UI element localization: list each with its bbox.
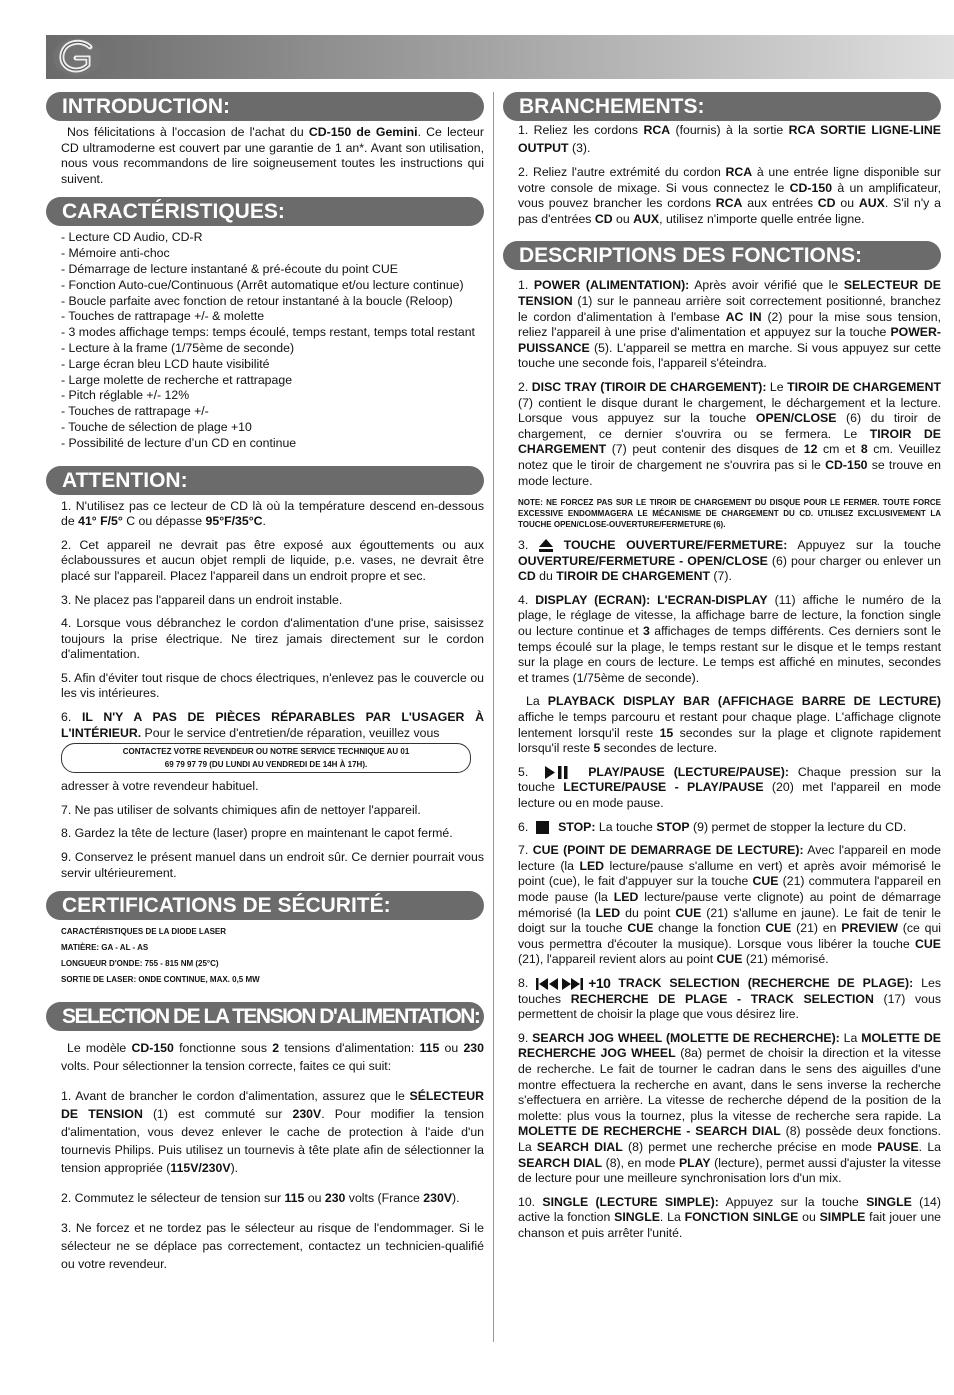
text: Pour le service d'entretien/de réparation, veuillez vous: [141, 725, 440, 740]
text: (9) permet de stopper la lecture du CD.: [689, 819, 907, 834]
list-item: - Lecture CD Audio, CD-R: [61, 230, 203, 245]
text: 1.: [518, 278, 534, 293]
intro-paragraph: [46, 125, 484, 187]
text: 2. Reliez l'autre extrémité du cordon: [518, 165, 726, 179]
term: LECTURE/PAUSE - PLAY/PAUSE: [563, 780, 764, 795]
term: SEARCH DIAL: [518, 1155, 603, 1170]
text: 1. Reliez les cordons: [518, 123, 644, 137]
term: LED: [595, 905, 621, 920]
laser-specs: [46, 924, 484, 988]
text: . La: [659, 1210, 685, 1225]
service-contact-box: [61, 743, 471, 773]
term: OUVERTURE/FERMETURE - OPEN/CLOSE: [518, 553, 768, 568]
value: 3: [642, 624, 650, 639]
text: cm. Veuillez notez que le tiroir de chargement ne s'ouvrira pas si le: [518, 442, 941, 472]
attention-item-6-cont: adresser à votre revendeur habituel.: [61, 779, 259, 794]
heading-connections: BRANCHEMENTS:: [503, 92, 941, 121]
text: Les touches: [518, 975, 941, 1006]
function-1-power: [503, 278, 941, 372]
term: PLAY: [678, 1155, 711, 1170]
text: à un amplificateur, vous pouvez brancher les cordons: [518, 180, 941, 211]
text: (3).: [568, 141, 591, 155]
value: 8: [860, 442, 868, 457]
term: CD: [817, 196, 836, 211]
value: 230: [324, 1191, 346, 1206]
warning-text: IL N'Y A PAS DE PIÈCES RÉPARABLES PAR L'USAGER À L'INTÉRIEUR.: [61, 710, 484, 740]
text: 8.: [518, 975, 537, 990]
text: (5). L'appareil se mettra en marche. Si vous appuyez sur cette touche une seconde fois, l'appareil s'éteindra.: [518, 340, 941, 371]
text: du: [535, 569, 557, 584]
term: POWER-PUISSANCE: [518, 325, 941, 355]
text: 2. Commutez le sélecteur de tension sur: [61, 1191, 285, 1206]
term: RCA: [715, 196, 743, 211]
value: 230: [463, 1041, 484, 1056]
text: . S'il n'y a pas d'entrées: [518, 196, 941, 226]
term: SINGLE (LECTURE SIMPLE):: [542, 1194, 719, 1209]
term: DISC TRAY (TIROIR DE CHARGEMENT):: [531, 379, 767, 394]
text: . Ce lecteur CD ultramoderne est couvert par une garantie de 1 an*. Avant son utilisation, nous vous recommandons de lire soigneusement toutes les instructions qui suivent.: [61, 125, 484, 186]
section-connections: [503, 92, 941, 227]
voltage-step-3: 3. Ne forcez et ne tordez pas le sélecteur au risque de l'endommager. Si le sélecteur ne se déplace pas correctement, contactez un technicien-qualifié ou votre revendeur.: [61, 1221, 484, 1272]
text: du point: [620, 905, 676, 920]
term: RECHERCHE DE PLAGE - TRACK SELECTION: [570, 991, 874, 1006]
term: CUE (POINT DE DEMARRAGE DE LECTURE):: [532, 843, 804, 858]
product-name: CD-150 de Gemini: [308, 125, 418, 139]
text: La: [526, 694, 548, 709]
term: RCA: [725, 165, 753, 179]
heading-certifications: CERTIFICATIONS DE SÉCURITÉ:: [46, 891, 484, 920]
term: PLAY/PAUSE (LECTURE/PAUSE):: [579, 764, 789, 779]
term: TIROIR DE CHARGEMENT: [556, 569, 710, 584]
text: 9.: [518, 1030, 533, 1045]
term: CUE: [765, 921, 792, 936]
term: CUE: [627, 921, 654, 936]
attention-item-1: [46, 499, 484, 530]
text: ).: [452, 1191, 460, 1206]
text: (21) commutera l'appareil en mode pause (la: [518, 874, 941, 904]
value: 230V: [423, 1191, 453, 1206]
text: (1) est commuté sur: [142, 1107, 293, 1122]
text: (8) possède deux fonctions. La: [518, 1124, 941, 1154]
voltage-step-2: [46, 1189, 484, 1207]
text: (17) vous permettent de choisir la plage que vous désirez lire.: [518, 991, 941, 1022]
text: . Pour modifier la tension d'alimentation, vous devez enlever le cache de protection à l'aide d'un tournevis Philips. Puis utilisez un tournevis à tête plate afin de sélectionner la tension appropriée (: [61, 1107, 484, 1176]
text: ou: [304, 1191, 325, 1206]
text: Le modèle: [67, 1041, 132, 1056]
text: (ce qui vous permettra d'écouter la musique). Lorsque vous libérer la touche: [518, 921, 942, 951]
term: TIROIR DE CHARGEMENT: [787, 379, 941, 394]
text: , utilisez n'importe quelle entrée ligne.: [659, 211, 865, 226]
plus-ten-label: +10: [588, 974, 611, 991]
gemini-g-logo-icon: [46, 35, 108, 79]
text: (21) s'allume en jaune). Le fait de tenir le doigt sur la touche: [518, 905, 941, 936]
text: La: [839, 1030, 862, 1045]
term: OPEN/CLOSE: [755, 411, 837, 426]
text: affichages de temps différents. Ces derniers sont le temps écoulé sur la plage, le temps restant sur le disque et le temps restant sur la plage en cours de lecture. Le temps est affiché en minutes, secondes et trames (1/75ème de seconde).: [518, 624, 941, 685]
attention-item-8: 8. Gardez la tête de lecture (laser) propre en maintenant le capot fermé.: [61, 826, 453, 841]
term: STOP: [656, 819, 690, 834]
text: .: [262, 514, 266, 529]
text: (7) contient le disque durant le chargement, le déchargement et la lecture. Lorsque vous appuyez sur la touche: [518, 395, 941, 426]
text: 10.: [518, 1194, 543, 1209]
list-item: - Pitch réglable +/- 12%: [61, 388, 190, 403]
value: 230V: [292, 1107, 322, 1122]
text: à une entrée ligne disponible sur votre console de mixage. Si vous connectez le: [518, 165, 941, 195]
attention-item-4: 4. Lorsque vous débranchez le cordon d'alimentation d'une prise, saisissez toujours la prise électrique. Ne tirez jamais directement sur le cordon d'alimentation.: [61, 616, 484, 662]
text: ou: [798, 1210, 820, 1225]
text: (21) en: [791, 921, 842, 936]
text: 4.: [518, 592, 536, 607]
text: secondes de lecture.: [600, 741, 718, 756]
text: affiche le temps parcouru et restant pour chaque plage. L'affichage clignote lentement lorsqu'il reste: [518, 710, 941, 740]
term: CD: [518, 569, 536, 584]
attention-item-6: [46, 710, 484, 741]
section-functions: [503, 241, 941, 1241]
list-item: - Boucle parfaite avec fonction de retour instantané à la boucle (Reloop): [61, 293, 453, 308]
value: 15: [659, 725, 674, 740]
value: 5: [593, 741, 601, 756]
term: POWER (ALIMENTATION):: [533, 278, 690, 293]
term: SIMPLE: [819, 1210, 866, 1225]
value: 2: [272, 1041, 280, 1056]
text: 6.: [61, 710, 82, 725]
stop-icon: [536, 821, 549, 834]
temp-low: 41° F/5°: [78, 514, 123, 529]
list-item: - Lecture à la frame (1/75ème de seconde): [61, 340, 295, 355]
list-item: - Touche de sélection de plage +10: [61, 419, 252, 434]
value: 115V/230V: [170, 1161, 231, 1176]
text: 1. N'utilisez pas ce lecteur de CD là où la température descend en-dessous de: [61, 498, 484, 529]
term: LED: [579, 858, 605, 873]
term: AUX: [633, 211, 660, 226]
term: CUE: [675, 905, 702, 920]
term: SELECTEUR DE TENSION: [518, 278, 941, 308]
list-item: - Touches de rattrapage +/- & molette: [61, 309, 265, 324]
function-9-jog-wheel: [503, 1031, 941, 1187]
term: CUE: [915, 936, 941, 951]
term: TOUCHE OUVERTURE/FERMETURE:: [552, 538, 788, 553]
heading-voltage: SELECTION DE LA TENSION D'ALIMENTATION:: [46, 1002, 484, 1031]
text: (1) sur le panneau arrière soit correctement positionné, branchez le cordon d'alimentation à l'embase: [518, 293, 941, 324]
attention-item-2: 2. Cet appareil ne devrait pas être exposé aux égouttements ou aux éclaboussures et aucun objet rempli de liquide, p.e. vases, ne devrait être placé sur l'appareil. Placez l'appareil dans un endroit propre et sec.: [61, 537, 484, 583]
section-attention: [46, 466, 484, 882]
cert-line: LONGUEUR D'ONDE: 755 - 815 NM (25°C): [61, 959, 219, 969]
text: (2) pour la mise sous tension, reliez l'appareil à une prise d'alimentation et appuyez sur la touche: [518, 309, 941, 340]
attention-item-3: 3. Ne placez pas l'appareil dans un endroit instable.: [61, 592, 343, 607]
cert-line: CARACTÉRISTIQUES DE LA DIODE LASER: [61, 927, 227, 937]
text: Appuyez sur la touche: [718, 1194, 867, 1209]
list-item: - Large molette de recherche et rattrapage: [61, 372, 293, 387]
function-8-track-selection: [503, 976, 941, 1023]
text: Le: [766, 379, 788, 394]
text: tensions d'alimentation:: [279, 1041, 420, 1056]
term: PREVIEW: [841, 921, 898, 936]
term: TIROIR DE CHARGEMENT: [518, 426, 941, 457]
text: lecture/pause verte clignote) au point de démarrage mémorisé (la: [518, 889, 941, 920]
text: ).: [230, 1161, 239, 1176]
text: (fournis) à la sortie: [670, 123, 789, 137]
value: 115: [419, 1041, 440, 1056]
term: SEARCH JOG WHEEL (MOLETTE DE RECHERCHE):: [532, 1030, 840, 1045]
attention-item-9: 9. Conservez le présent manuel dans un endroit sûr. Ce dernier pourrait vous servir ultérieurement.: [61, 850, 484, 880]
list-item: - Possibilité de lecture d’un CD en continue: [61, 435, 297, 450]
voltage-intro: [46, 1039, 484, 1075]
text: lecture/pause s'allume en vert) et après avoir mémorisé le point (cue), le fait d'appuyer sur la touche: [518, 858, 941, 889]
track-skip-icon: [536, 977, 588, 991]
text: Avec l'appareil en mode lecture (la: [518, 843, 941, 873]
section-certifications: [46, 891, 484, 988]
text: (8), en mode: [602, 1155, 679, 1170]
term: MOLETTE DE RECHERCHE JOG WHEEL: [518, 1030, 941, 1061]
value: 12: [803, 442, 818, 457]
term: SINGLE: [866, 1194, 912, 1209]
term: CD-150: [789, 180, 833, 195]
text: (8a) permet de choisir la direction et la vitesse de recherche. Le fait de tourner le cadran dans le sens des aiguilles d'une montre effectuera la recherche en avant, dans le sens inverse la recherche s'effectuera en arrière. La vitesse de recherche dépend de la position de la molette: plus vous la tournez, plus la vitesse de recherche sera rapide. La: [518, 1046, 941, 1123]
term: AC IN: [725, 309, 762, 324]
text: fonctionne sous: [173, 1041, 273, 1056]
function-6-stop: [503, 820, 941, 836]
function-4-playback-bar: [503, 694, 941, 756]
text: 3.: [518, 538, 539, 553]
term: SEARCH DIAL: [536, 1139, 623, 1154]
value: 115: [284, 1191, 305, 1206]
text: . La: [918, 1139, 941, 1154]
right-column: [503, 92, 941, 1251]
text: (6) du tiroir de chargement, ce dernier s'ouvrira ou se fermera. Le: [518, 411, 941, 441]
section-features: [46, 197, 484, 451]
term: FONCTION SINLGE: [684, 1210, 799, 1225]
text: ou: [835, 196, 859, 211]
text: ou: [439, 1041, 464, 1056]
list-item: - Touches de rattrapage +/-: [61, 404, 209, 419]
text: 5.: [518, 764, 538, 779]
features-list: [61, 230, 484, 451]
connections-step-2: [503, 165, 941, 227]
term: TRACK SELECTION (RECHERCHE DE PLAGE):: [610, 975, 914, 990]
play-pause-icon: [545, 766, 571, 779]
term: CD-150: [825, 457, 868, 472]
term: RCA SORTIE LIGNE-LINE OUTPUT: [518, 123, 942, 155]
header-bar: [46, 35, 954, 79]
text: fait jouer une chanson et puis arrêter l'unité.: [518, 1210, 942, 1240]
voltage-step-1: [46, 1087, 484, 1177]
term: CD: [594, 211, 613, 226]
attention-item-5: 5. Afin d'éviter tout risque de chocs électriques, n'enlevez pas le couvercle ou les vis intérieures.: [61, 670, 484, 701]
column-divider: [493, 92, 494, 1342]
text: (20) met l'appareil en mode lecture ou en mode pause.: [518, 780, 941, 810]
text: 1. Avant de brancher le cordon d'alimentation, assurez que le: [61, 1089, 410, 1104]
text: (7).: [710, 569, 732, 584]
function-10-single: [503, 1195, 941, 1242]
term: RCA: [643, 123, 671, 137]
term: SÉLECTEUR DE TENSION: [61, 1089, 484, 1122]
text: Nos félicitations à l'occasion de l'achat du: [67, 125, 309, 139]
text: cm et: [817, 442, 861, 457]
text: volts (France: [345, 1191, 424, 1206]
term: CUE: [716, 952, 743, 967]
term: PLAYBACK DISPLAY BAR (AFFICHAGE BARRE DE LECTURE): [547, 694, 941, 709]
text: ou: [612, 211, 634, 226]
list-item: - 3 modes affichage temps: temps écoulé, temps restant, temps total restant: [61, 325, 475, 340]
function-2-disc-tray: [503, 380, 941, 489]
text: (lecture), permet aussi d'ajuster la vitesse de lecture pour une meilleure synchronisation lors d'un mix.: [518, 1155, 941, 1186]
text: 6.: [518, 819, 532, 834]
term: CUE: [752, 874, 779, 889]
left-column: [46, 92, 484, 1283]
temp-high: 95°F/35°C: [205, 514, 263, 529]
term: AUX: [858, 196, 885, 211]
list-item: - Fonction Auto-cue/Continuous (Arrêt automatique et/ou lecture continue): [61, 277, 464, 292]
heading-features: CARACTÉRISTIQUES:: [46, 197, 484, 226]
text: (7) peut contenir des disques de: [606, 442, 804, 457]
term: STOP:: [554, 819, 596, 834]
text: (14) active la fonction: [518, 1194, 941, 1225]
text: se trouve en mode lecture.: [518, 457, 941, 488]
text: Après avoir vérifié que le: [689, 278, 844, 293]
model: CD-150: [131, 1041, 174, 1056]
text: Chaque pression sur la touche: [518, 764, 942, 795]
term: PAUSE: [877, 1139, 919, 1154]
text: (6) pour charger ou enlever un: [767, 553, 941, 568]
heading-introduction: INTRODUCTION:: [46, 92, 484, 121]
text: (21), l'appareil revient alors au point: [518, 952, 717, 967]
text: Appuyez sur la touche: [787, 538, 941, 553]
connections-step-1: [503, 121, 941, 157]
cert-line: SORTIE DE LASER: ONDE CONTINUE, MAX. 0,5 MW: [61, 975, 260, 985]
term: LED: [613, 889, 639, 904]
term: MOLETTE DE RECHERCHE - SEARCH DIAL: [518, 1124, 781, 1139]
attention-item-7: 7. Ne pas utiliser de solvants chimiques afin de nettoyer l'appareil.: [61, 802, 421, 817]
function-4-display: [503, 593, 941, 687]
contact-line-1: CONTACTEZ VOTRE REVENDEUR OU NOTRE SERVICE TECHNIQUE AU 01: [122, 747, 410, 757]
text: 7.: [518, 843, 533, 858]
function-7-cue: [503, 843, 941, 968]
contact-line-2: 69 79 97 79 (DU LUNDI AU VENDREDI DE 14H À 17H).: [164, 760, 368, 770]
term: DISPLAY (ECRAN): L'ECRAN-DISPLAY: [535, 592, 768, 607]
text: volts. Pour sélectionner la tension correcte, faites ce qui suit:: [61, 1059, 392, 1074]
text: La touche: [595, 819, 657, 834]
list-item: - Démarrage de lecture instantané & pré-écoute du point CUE: [61, 261, 398, 276]
text: C ou dépasse: [122, 514, 206, 529]
section-voltage: [46, 1002, 484, 1273]
list-item: - Mémoire anti-choc: [61, 246, 170, 261]
text: (21) mémorisé.: [742, 952, 829, 967]
section-introduction: [46, 92, 484, 187]
function-3-open-close: [503, 538, 941, 585]
tray-note: NOTE: NE FORCEZ PAS SUR LE TIROIR DE CHARGEMENT DU DISQUE POUR LE FERMER. TOUTE FORCE EXCESSIVE ENDOMMAGERA LE MÉCANISME DE CHARGEMENT DU CD. UTILISEZ EXCLUSIVEMENT LA TOUCHE OPEN/CLOSE-OUVERTURE/FERMETURE (6).: [518, 498, 941, 530]
text: secondes sur la plage et clignote rapidement lorsqu'il reste: [518, 725, 941, 756]
text: aux entrées: [742, 196, 818, 211]
text: (11) affiche le numéro de la plage, le réglage de vitesse, la affichage barre de lecture, la fonction single ou lecture continue et: [518, 592, 941, 639]
text: (8) permet une recherche précise en mode: [622, 1139, 878, 1154]
text: 2.: [518, 379, 532, 394]
heading-attention: ATTENTION:: [46, 466, 484, 495]
heading-functions: DESCRIPTIONS DES FONCTIONS:: [503, 241, 941, 270]
function-5-play-pause: [503, 765, 941, 812]
eject-icon: [539, 539, 553, 552]
list-item: - Large écran bleu LCD haute visibilité: [61, 356, 270, 371]
cert-line: MATIÈRE: GA - AL - AS: [61, 943, 149, 953]
term: SINGLE: [614, 1210, 660, 1225]
text: change la fonction: [653, 921, 766, 936]
